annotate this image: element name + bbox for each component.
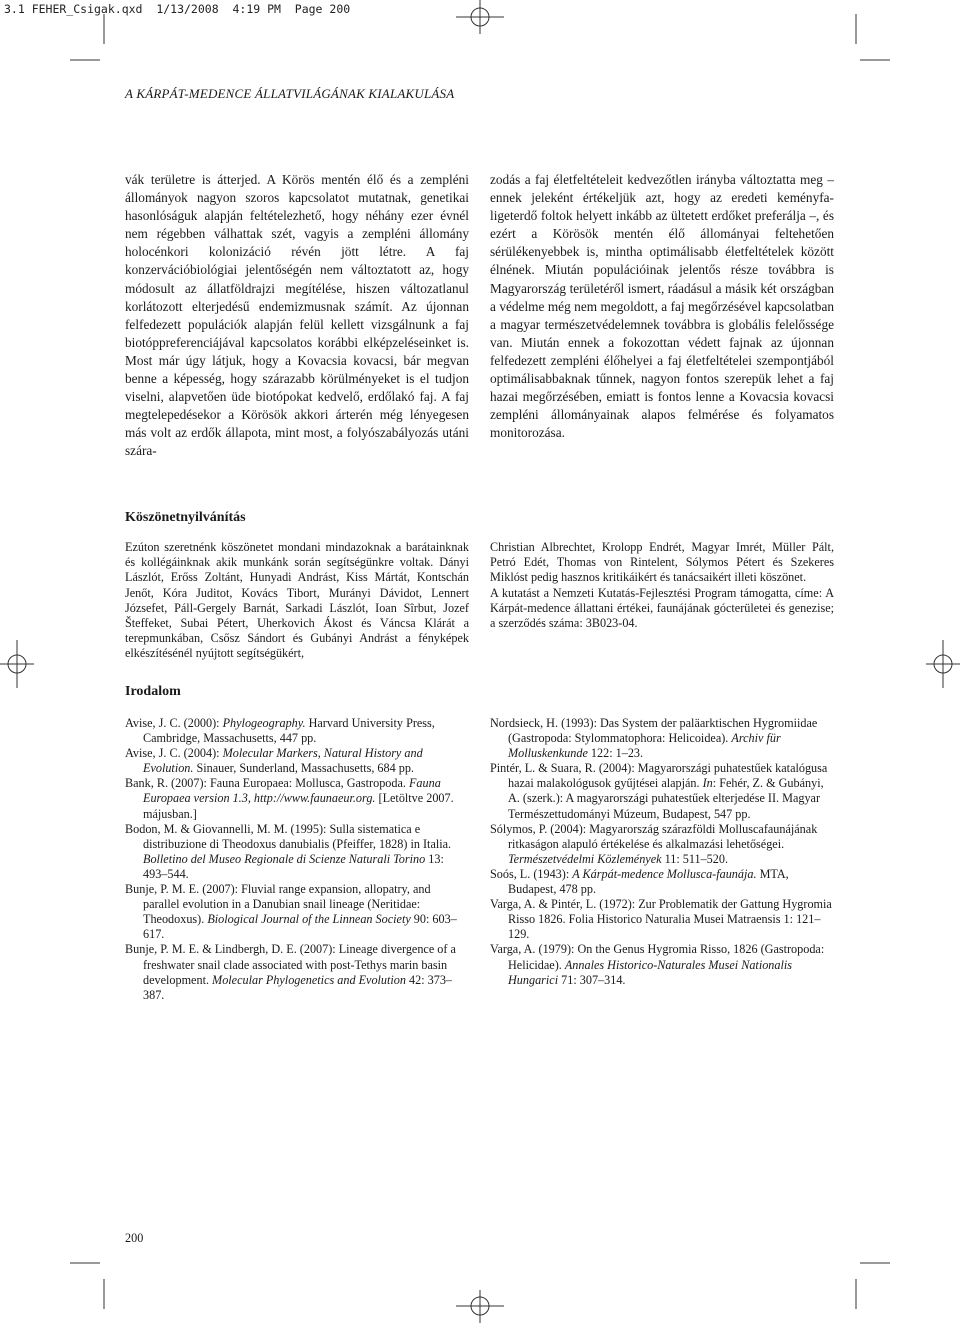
crop-marks-bottom-right-icon bbox=[840, 1243, 960, 1323]
acknowledgements-paragraph: Ezúton szeretnénk köszönetet mondani mindazoknak a barátainknak és kollégáinknak akik munkánk során segítségünkre voltak. Dányi Lászlót, Erőss Zoltánt, Hunyadi Andrást, Kiss Mártát, Kontschán Jenőt, Kóra Juditot, Kovács Tibort, Murányi Dávidot, Lennert Józsefet, Páll-Gergely Barnát, Sarkadi Lászlót, Ioan Sîrbut, Jozef Šteffeket, Subai Pétert, Uherkovich Ákost és Váncsa Klárát a terepmunkában, Csősz Sándort és Gubányi Andrást a fényképek elkészítésénél nyújtott segítségükért, bbox=[125, 540, 469, 661]
references-column-left bbox=[125, 716, 469, 1003]
registration-mark-right-icon bbox=[926, 640, 960, 688]
reference-entry: Soós, L. (1943): A Kárpát-medence Mollusca-faunája. MTA, Budapest, 478 pp. bbox=[490, 866, 789, 897]
references-heading: Irodalom bbox=[125, 684, 181, 699]
registration-mark-left-icon bbox=[0, 640, 34, 688]
printer-slug: 3.1 FEHER_Csigak.qxd 1/13/2008 4:19 PM Page 200 bbox=[4, 2, 351, 16]
page-number: 200 bbox=[125, 1231, 144, 1245]
running-head: A KÁRPÁT-MEDENCE ÁLLATVILÁGÁNAK KIALAKULÁSA bbox=[125, 86, 455, 101]
crop-marks-top-right-icon bbox=[840, 0, 960, 80]
reference-entry: Varga, A. (1979): On the Genus Hygromia Risso, 1826 (Gastropoda: Helicidae). Annales Historico-Naturales Musei Nationalis Hungarici 71: 307–314. bbox=[490, 942, 825, 987]
reference-entry: Sólymos, P. (2004): Magyarország szárazföldi Molluscafaunájának ritkaságon alapuló értékelése és alkalmazási lehetőségei. Természetvédelmi Közlemények 11: 511–520. bbox=[490, 821, 818, 866]
registration-mark-top-icon bbox=[456, 0, 504, 34]
acknowledgements-paragraph: Christian Albrechtet, Krolopp Endrét, Magyar Imrét, Müller Pált, Petró Edét, Thomas von Rintelent, Sólymos Pétert és Szekeres Miklóst pedig hasznos kritikáikért és tanácsaikért illeti köszönet. bbox=[490, 540, 834, 585]
body-column-left bbox=[125, 171, 469, 461]
registration-mark-bottom-icon bbox=[456, 1290, 504, 1323]
acknowledgements-heading: Köszönetnyilvánítás bbox=[125, 510, 246, 525]
funding-paragraph: A kutatást a Nemzeti Kutatás-Fejlesztési Program támogatta, címe: A Kárpát-medence állattani értékei, faunájának gócterületei és genezise; a szerződés száma: 3B023-04. bbox=[490, 585, 834, 631]
reference-entry: Nordsieck, H. (1993): Das System der paläarktischen Hygromiidae (Gastropoda: Stylommatophora: Helicoidea). Archiv für Molluskenkunde 122: 1–23. bbox=[490, 716, 818, 761]
crop-marks-bottom-left-icon bbox=[0, 1243, 120, 1323]
acknowledgements-column-right bbox=[490, 540, 834, 631]
references-column-right bbox=[490, 716, 834, 988]
reference-entry: Varga, A. & Pintér, L. (1972): Zur Problematik der Gattung Hygromia Risso 1826. Folia Historico Naturalia Musei Matraensis 1: 121–129. bbox=[490, 897, 832, 942]
reference-entry: Bank, R. (2007): Fauna Europaea: Mollusca, Gastropoda. Fauna Europaea version 1.3, http://www.faunaeur.org. [Letöltve 2007. májusban.] bbox=[125, 776, 454, 821]
reference-entry: Bunje, P. M. E. (2007): Fluvial range expansion, allopatry, and parallel evolution in a Danubian snail lineage (Neritidae: Theodoxus). Biological Journal of the Linnean Society 90: 603–617. bbox=[125, 882, 457, 942]
body-column-right bbox=[490, 171, 834, 442]
reference-entry: Bodon, M. & Giovannelli, M. M. (1995): Sulla sistematica e distribuzione di Theodoxus danubialis (Pfeiffer, 1828) in Italia. Bolletino del Museo Regionale di Scienze Naturali Torino 13: 493–544. bbox=[125, 821, 452, 881]
reference-entry: Avise, J. C. (2004): Molecular Markers, Natural History and Evolution. Sinauer, Sunderland, Massachusetts, 684 pp. bbox=[125, 746, 423, 776]
acknowledgements-column-left bbox=[125, 540, 469, 662]
reference-entry: Pintér, L. & Suara, R. (2004): Magyarországi puhatestűek katalógusa hazai malakológusok gyűjtései alapján. In: Fehér, Z. & Gubányi, A. (szerk.): A magyarországi puhatestűek elterjedése II. Magyar Természettudományi Múzeum, Budapest, 547 pp. bbox=[490, 761, 828, 821]
body-paragraph: vák területre is átterjed. A Körös mentén élő és a zempléni állományok nagyon szoros kapcsolatot mutatnak, genetikai hasonlóságuk alapján feltételezhető, hogy néhány ezer évnél nem régebben válhattak szét, vagyis a zempléni állomány holocénkori kolonizáció révén jött létre. A faj konzervációbiológiai jelentőségén nem változtatott az, hogy módosult az állatföldrajzi megítélése, hiszen változatlanul korlátozott elterjedésű endemizmusnak számít. Az újonnan felfedezett populációk alapján felül kellett vizsgálnunk a faj biotóppreferenciájával kapcsolatos korábbi elképzeléseinket is. Most már úgy látjuk, hogy a Kovacsia kovacsi, bár megvan benne a képesség, hogy szárazabb körülményeket is el tudjon viselni, alapvetően üde biotópokat kedvelő, erdőlakó faj. A faj megtelepedésekor a Körösök akkori árterén még lényegesen más volt az erdők állapota, mint most, a folyószabályozás utáni szára- bbox=[125, 172, 469, 459]
reference-entry: Avise, J. C. (2000): Phylogeography. Harvard University Press, Cambridge, Massachusetts, 447 pp. bbox=[125, 716, 435, 746]
reference-entry: Bunje, P. M. E. & Lindbergh, D. E. (2007): Lineage divergence of a freshwater snail clade associated with post-Tethys marin basin development. Molecular Phylogenetics and Evolution 42: 373–387. bbox=[125, 942, 456, 1002]
body-paragraph: zodás a faj életfeltételeit kedvezőtlen irányba változtatta meg – ennek jeleként értékeljük azt, hogy az eredeti keményfa-ligeterdő foltok helyett inkább az ültetett erdőket preferálja –, és ezért a Körösök mentén élő állományai feltehetően sérülékenyebbek is, mintha optimálisabb életfeltételek között élnének. Miután populációinak jelentős része továbbra is Magyarország területéről ismert, ráadásul a másik két országban a védelme még nem megoldott, a faj megőrzésével kapcsolatban a magyar természetvédelemnek továbbra is globális felelőssége van. Miután ennek a fokozottan védett fajnak az újonnan felfedezett zempléni élőhelyei a faj életfeltételei szempontjából optimálisabbaknak tűnnek, nagyon fontos szerepük lehet a faj hazai megőrzésében, emiatt is fontos lenne a Kovacsia kovacsi zempléni állományainak alapos felmérése és folyamatos monitorozása. bbox=[490, 172, 834, 441]
crop-marks-top-left-icon bbox=[0, 0, 120, 80]
